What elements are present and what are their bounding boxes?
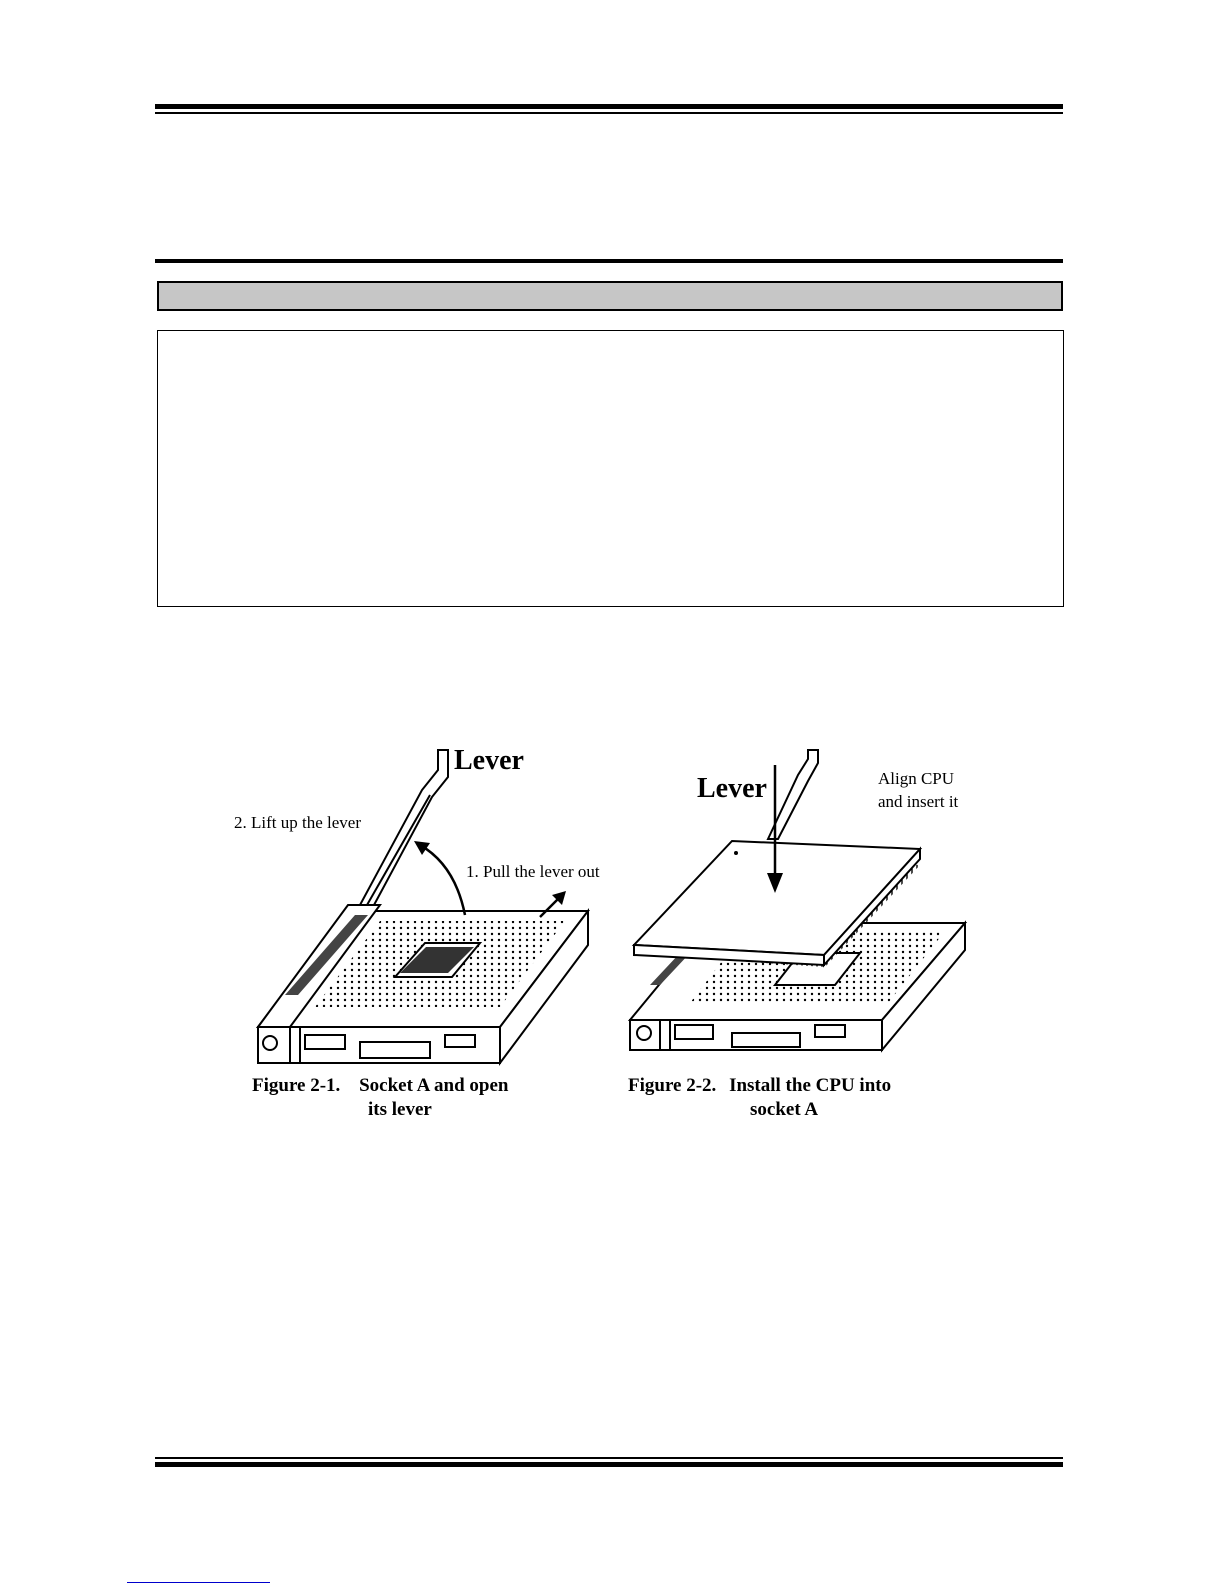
footer-rule [155, 1457, 1063, 1467]
lift-lever-label: 2. Lift up the lever [234, 813, 361, 832]
figure-2-1-caption [252, 1074, 508, 1098]
figure-2-1-caption-line2: its lever [368, 1099, 432, 1120]
insert-label: and insert it [878, 792, 959, 811]
pull-lever-label: 1. Pull the lever out [466, 862, 600, 881]
figure-2-1-caption-line1: Socket A and open [359, 1075, 509, 1096]
lever-label: Lever [454, 745, 524, 776]
section-rule [155, 259, 1063, 263]
figure-2-1-number: Figure 2-1. [252, 1075, 341, 1096]
header-rule [155, 104, 1063, 114]
lever-label: Lever [697, 773, 767, 804]
socket-a-open-illustration [230, 745, 630, 1075]
align-cpu-label: Align CPU [878, 769, 955, 788]
figure-cpu-insert [620, 745, 990, 1075]
section-heading-bar [157, 281, 1063, 311]
figure-2-2-caption-line1: Install the CPU into [729, 1075, 892, 1096]
figure-2-2-number: Figure 2-2. [628, 1075, 717, 1096]
figure-2-2-caption-line2: socket A [750, 1099, 819, 1120]
figure-2-2-caption [628, 1074, 891, 1098]
figure-socket-open [230, 745, 630, 1075]
link-underline [127, 1582, 270, 1583]
note-box [157, 330, 1064, 607]
